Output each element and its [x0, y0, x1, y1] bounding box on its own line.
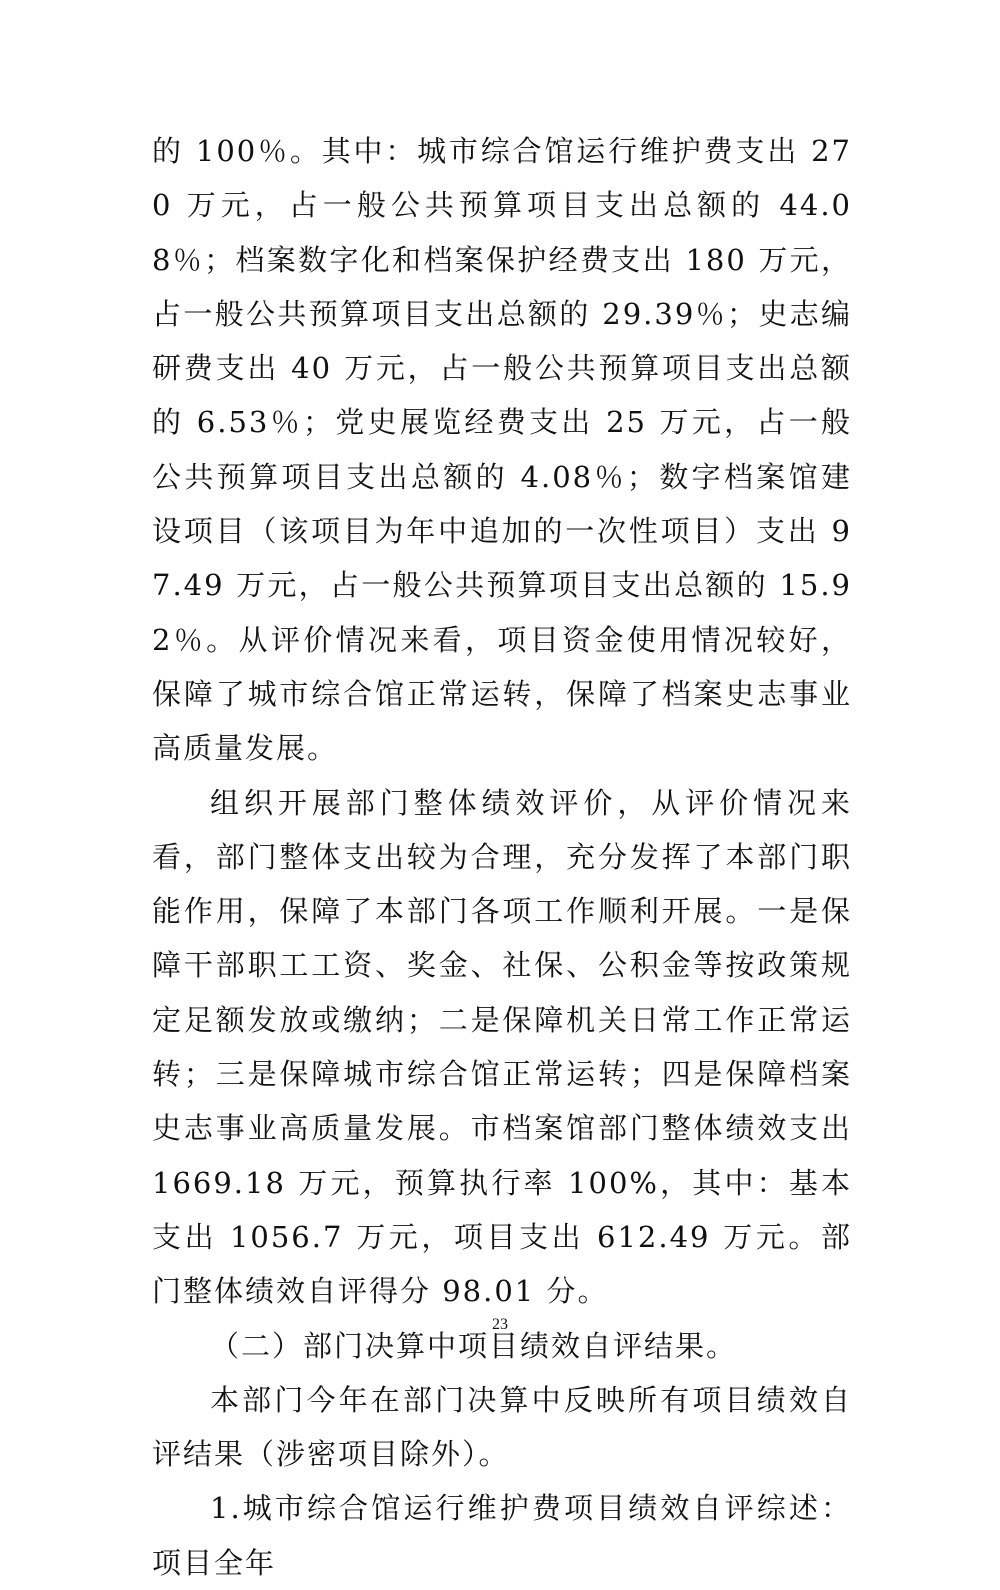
document-body [152, 124, 852, 1590]
paragraph-project-spending-breakdown: 的 100％。其中：城市综合馆运行维护费支出 270 万元，占一般公共预算项目支出总额的 44.08％；档案数字化和档案保护经费支出 180 万元，占一般公共预算项目支出总额的 29.39％；史志编研费支出 40 万元，占一般公共预算项目支出总额的 6.53％；党史展览经费支出 25 万元，占一般公共预算项目支出总额的 4.08％；数字档案馆建设项目（该项目为年中追加的一次性项目）支出 97.49 万元，占一般公共预算项目支出总额的 15.92％。从评价情况来看，项目资金使用情况较好，保障了城市综合馆正常运转，保障了档案史志事业高质量发展。 [152, 134, 852, 766]
section-heading-project-self-evaluation: （二）部门决算中项目绩效自评结果。 [210, 1328, 738, 1363]
page-number: 23 [492, 1316, 508, 1333]
paragraph-city-museum-maintenance: 1.城市综合馆运行维护费项目绩效自评综述：项目全年 [152, 1491, 852, 1580]
paragraph-department-evaluation: 组织开展部门整体绩效评价，从评价情况来看，部门整体支出较为合理，充分发挥了本部门职能作用，保障了本部门各项工作顺利开展。一是保障干部职工工资、奖金、社保、公积金等按政策规定足额发放或缴纳；二是保障机关日常工作正常运转；三是保障城市综合馆正常运转；四是保障档案史志事业高质量发展。市档案馆部门整体绩效支出 1669.18 万元，预算执行率 100%，其中：基本支出 1056.7 万元，项目支出 612.49 万元。部门整体绩效自评得分 98.01 分。 [152, 785, 852, 1309]
paragraph-project-results-scope: 本部门今年在部门决算中反映所有项目绩效自评结果（涉密项目除外）。 [152, 1382, 852, 1472]
